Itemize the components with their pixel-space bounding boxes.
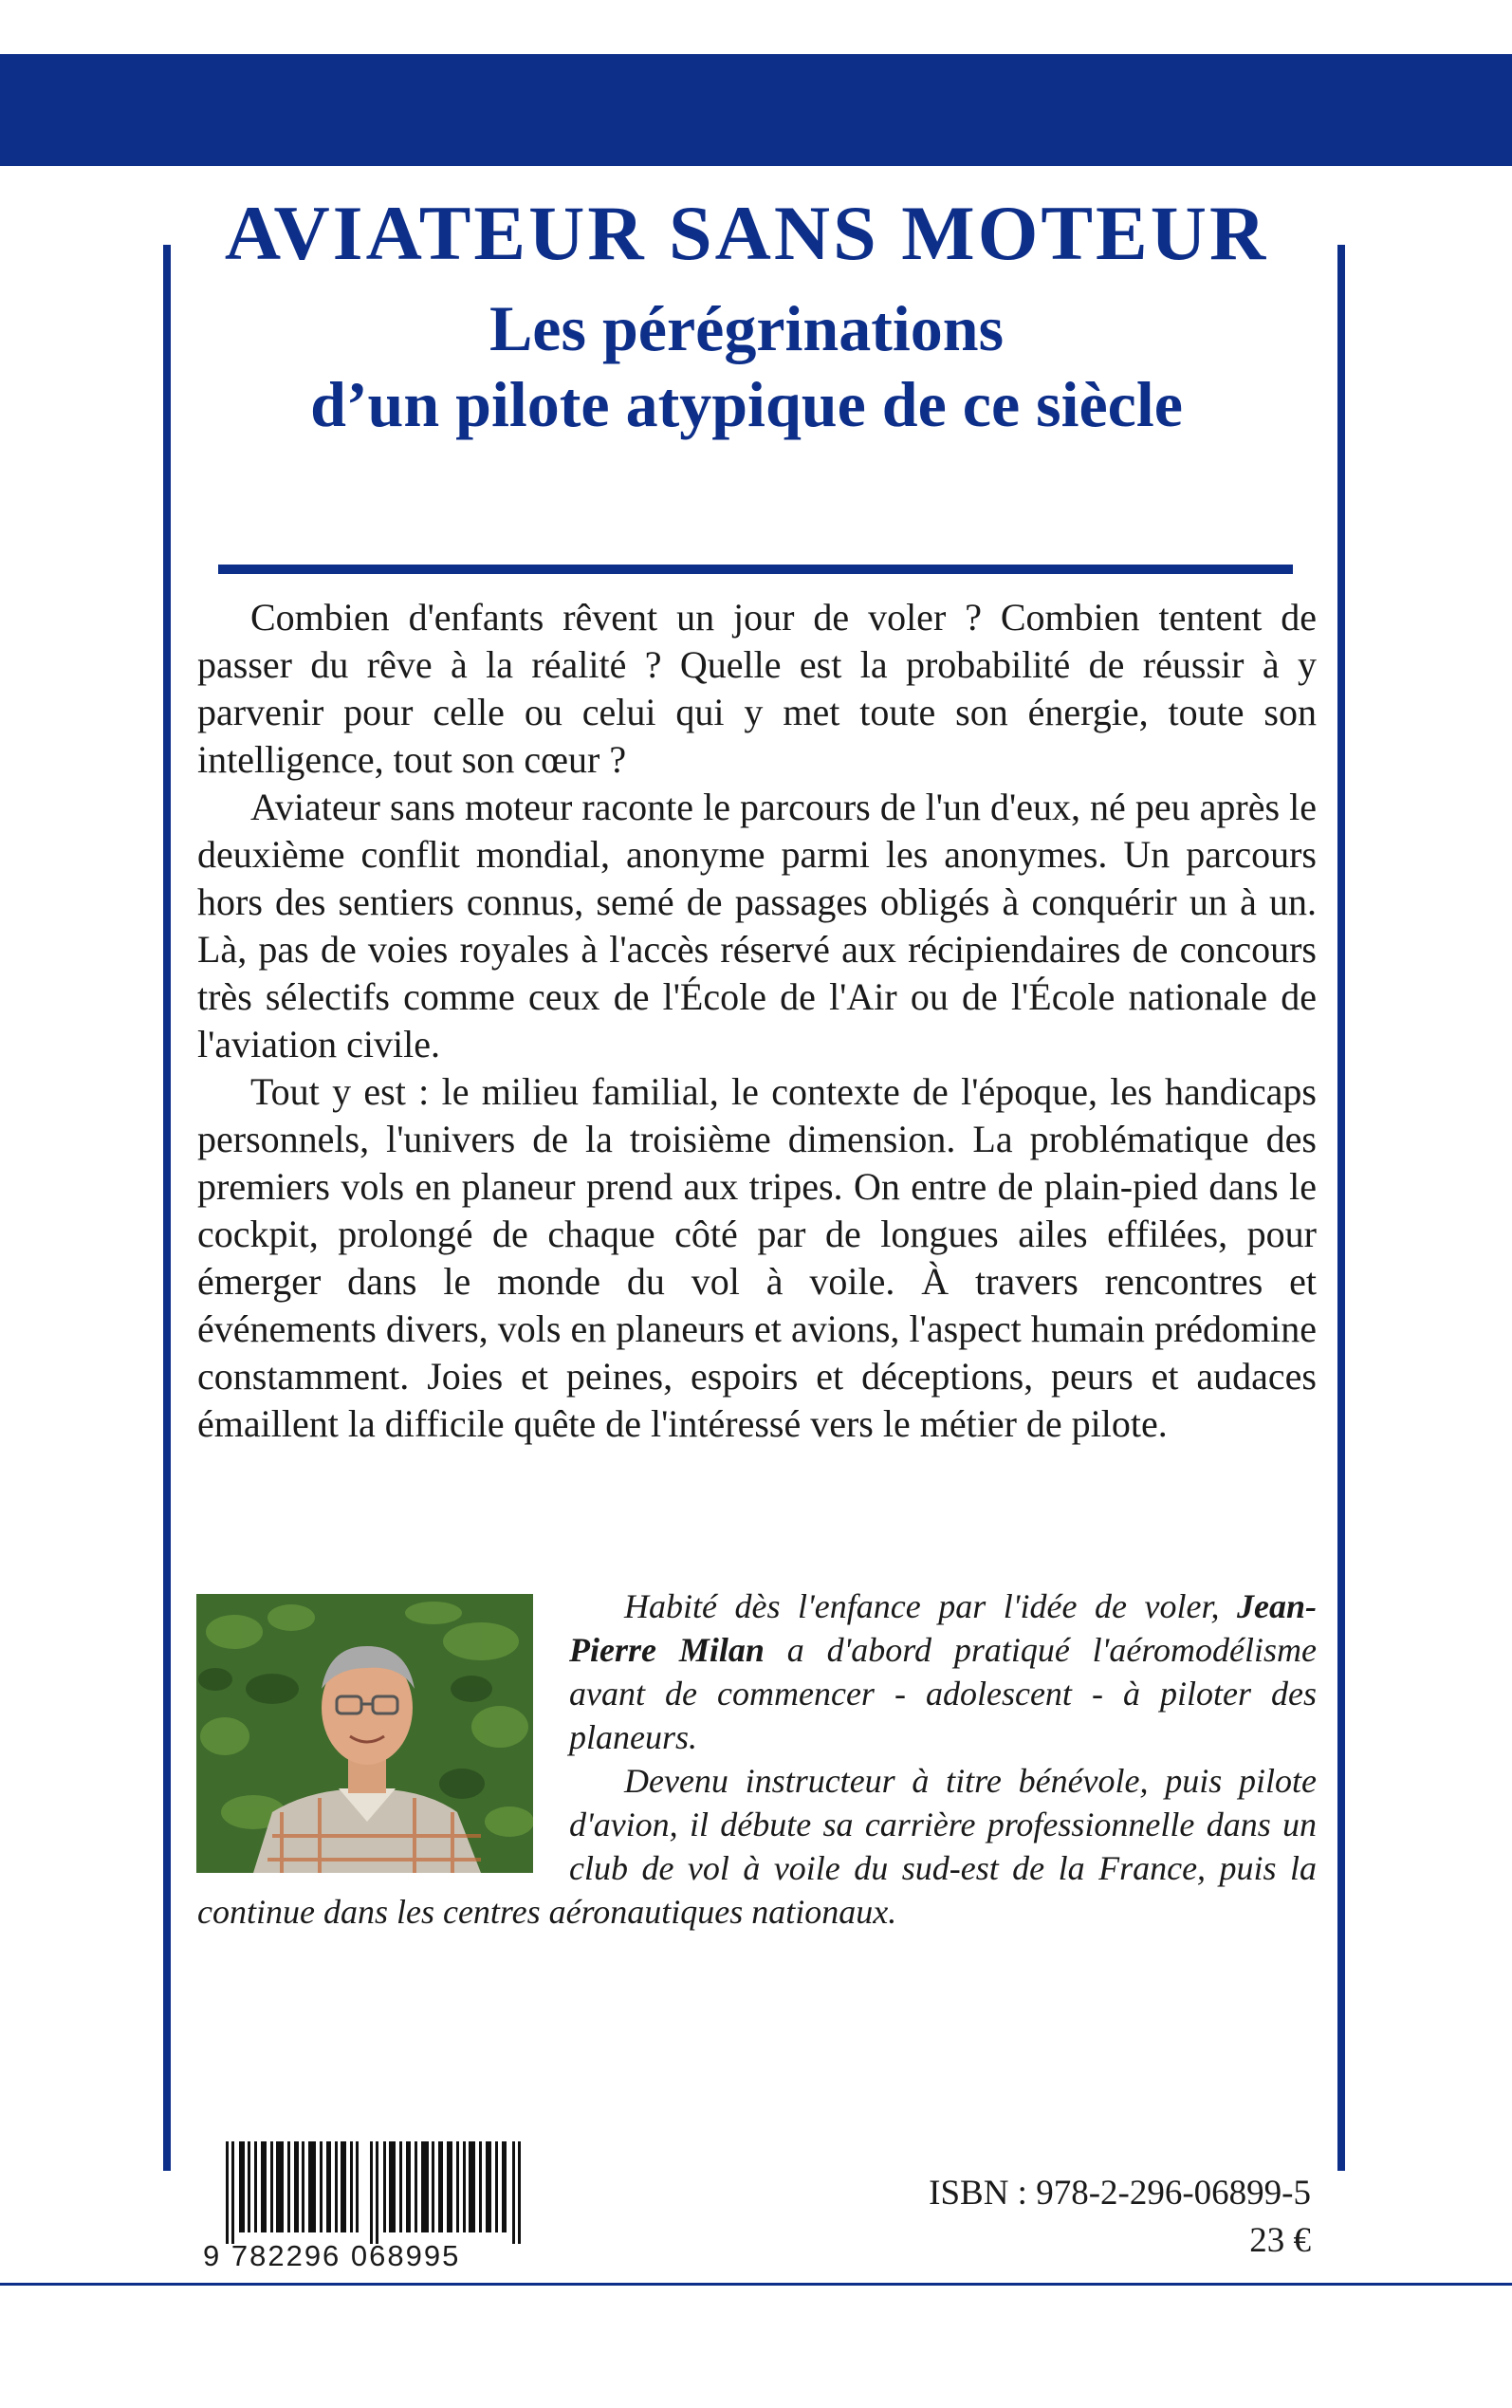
barcode (226, 2141, 522, 2244)
blurb-paragraph-3: Tout y est : le milieu familial, le contexte de l'époque, les handicaps personnels, l'univers de la troisième dimension. La problématique des premiers vols en planeur prend aux tripes. On entre de plain-pied dans le cockpit, prolongé de chaque côté par de longues ailes effilées, pour émerger dans le monde du vol à voile. À travers rencontres et événements divers, vols en planeurs et avions, l'aspect humain prédomine constamment. Joies et peines, espoirs et déceptions, peurs et audaces émaillent la difficile quête de l'intéressé vers le métier de pilote. (197, 1070, 1317, 1445)
photo-spacer (197, 1584, 569, 1869)
blurb-paragraph-2: Aviateur sans moteur raconte le parcours de l'un d'eux, né peu après le deuxième conflit mondial, anonyme parmi les anonymes. Un parcours hors des sentiers connus, semé de passages obligés à conquérir un à un. Là, pas de voies royales à l'accès réservé aux récipiendaires de concours très sélectifs comme ceux de l'École de l'Air ou de l'École nationale de l'aviation civile. (197, 786, 1317, 1065)
isbn: ISBN : 978-2-296-06899-5 (929, 2174, 1311, 2213)
subtitle-line-2: d’un pilote atypique de ce siècle (310, 368, 1183, 440)
subtitle-line-1: Les pérégrinations (489, 292, 1005, 364)
bottom-rule (0, 2283, 1512, 2286)
bio-continuation-text: a d'abord pratiqué l'aéromodélisme avant de commencer - adolescent - à piloter des planeurs. (569, 1631, 1317, 1756)
back-cover-blurb (197, 594, 1317, 1448)
book-title: AVIATEUR SANS MOTEUR (224, 190, 1269, 276)
barcode-number: 9 782296 068995 (203, 2239, 461, 2272)
book-subtitle (0, 290, 1503, 442)
right-vertical-rule (1337, 245, 1345, 2171)
bio-intro-text: Habité dès l'enfance par l'idée de voler, (624, 1587, 1237, 1625)
bio-paragraph-2: Devenu instructeur à titre bénévole, puis pilote d'avion, il débute sa carrière professionnelle dans un club de vol à voile du sud-est de la France, puis la continue dans les centres aéronautiques nationaux. (197, 1762, 1317, 1931)
top-color-band (0, 54, 1512, 166)
left-vertical-rule (163, 245, 171, 2171)
price: 23 € (1249, 2221, 1311, 2260)
title-divider (218, 565, 1293, 574)
author-name: Jean-Pierre Milan (569, 1587, 1317, 1669)
author-bio (197, 1584, 1317, 1934)
blurb-paragraph-1: Combien d'enfants rêvent un jour de voler ? Combien tentent de passer du rêve à la réalité ? Quelle est la probabilité de réussir à y parvenir pour celle ou celui qui y met toute son énergie, toute son intelligence, tout son cœur ? (197, 596, 1317, 781)
